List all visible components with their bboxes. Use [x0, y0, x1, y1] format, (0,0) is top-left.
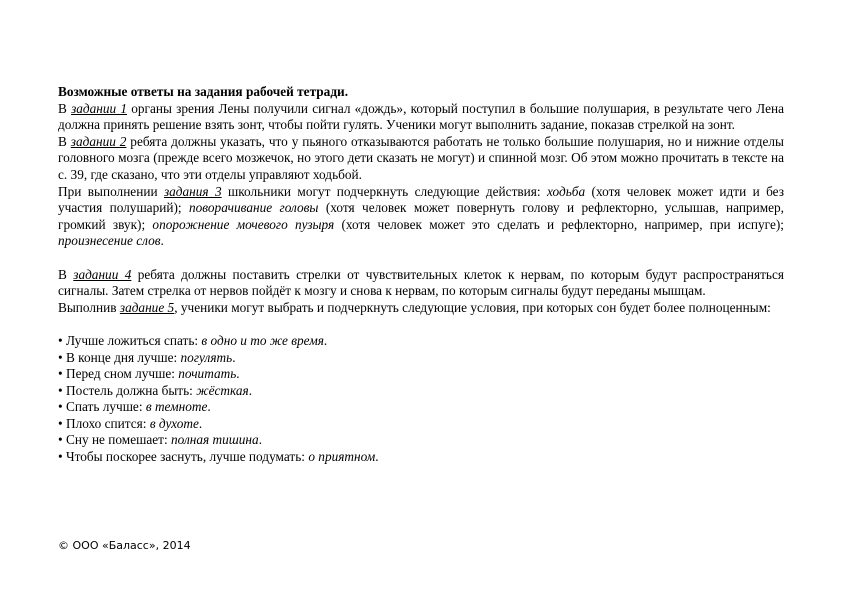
list-item-end: . [375, 449, 379, 465]
list-item-label: Постель должна быть: [65, 382, 197, 398]
paragraph-task-4 [58, 267, 784, 300]
list-item [58, 383, 784, 400]
sleep-conditions-list [58, 333, 784, 466]
paragraph-task-5 [58, 300, 784, 317]
paragraph-text: ребята должны поставить стрелки от чувствительных клеток к нервам, по которым будут распространяться сигналы. Затем стрелка от нервов пойдёт к мозгу и снова к нервам, по которым сигналы будут переданы мышцам. [58, 266, 785, 299]
list-item [58, 449, 784, 466]
paragraph-text: В [58, 266, 74, 282]
list-item-label: Сну не помешает: [65, 432, 171, 448]
paragraph-text: ребята должны указать, что у пьяного отказываются работать не только большие полушария, но и нижние отделы головного мозга (прежде всего мозжечок, но этого дети сказать не могут) и спинной мозг. Об этом можно прочитать в тексте на с. 39, где сказано, что эти отделы управляют ходьбой. [58, 133, 784, 182]
task-3-reference: задания 3 [163, 183, 222, 199]
paragraph-text: В [58, 133, 71, 149]
paragraph-spacer [58, 250, 784, 267]
list-item [58, 416, 784, 433]
task-1-reference: задании 1 [71, 100, 128, 116]
list-item-answer: жёсткая [196, 382, 249, 398]
list-item-label: В конце дня лучше: [65, 349, 181, 365]
list-item-end: . [323, 332, 328, 348]
paragraph-text: В [58, 100, 72, 116]
list-item-end: . [236, 366, 240, 382]
list-item-answer: почитать [178, 366, 237, 382]
action-bladder: опорожнение мочевого пузыря [152, 216, 335, 232]
list-item-answer: о приятном [308, 449, 376, 465]
copyright-footer: © ООО «Баласс», 2014 [58, 539, 191, 552]
paragraph-text: органы зрения Лены получили сигнал «дождь», который поступил в большие полушария, в результате чего Лена должна принять решение взять зонт, чтобы пойти гулять. Ученики могут выполнить задание, показав стрелкой на зонт. [58, 100, 784, 133]
list-item [58, 432, 784, 449]
list-item-end: . [248, 382, 253, 398]
paragraph-text: Выполнив [58, 299, 120, 315]
list-item-answer: в темноте [145, 399, 208, 415]
list-item-end: . [198, 415, 203, 431]
list-item-end: . [232, 349, 236, 365]
paragraph-text: (хотя человек может идти и без участия полушарий); [58, 183, 784, 216]
paragraph-text: школьники могут подчеркнуть следующие действия: [221, 183, 547, 199]
paragraph-text: , ученики могут выбрать и подчеркнуть следующие условия, при которых сон будет более полноценным: [174, 299, 771, 315]
paragraph-text: (хотя человек может повернуть голову и рефлекторно, услышав, например, громкий звук); [58, 200, 784, 232]
document-title: Возможные ответы на задания рабочей тетради. [58, 84, 349, 99]
list-item [58, 366, 784, 383]
list-item-answer: погулять [180, 349, 233, 365]
paragraph-text: . [160, 233, 164, 249]
paragraph-task-1 [58, 101, 784, 134]
paragraph-task-2 [58, 134, 784, 184]
action-speaking: произнесение слов [58, 233, 161, 249]
list-item-answer: в духоте [149, 415, 199, 431]
paragraph-task-3 [58, 184, 784, 250]
list-item [58, 350, 784, 367]
list-item-label: Плохо спится: [65, 415, 150, 431]
task-4-reference: задании 4 [73, 266, 132, 282]
list-item-end: . [207, 399, 211, 415]
document-body [58, 84, 784, 466]
list-item-answer: полная тишина [170, 432, 259, 448]
list-item-answer: в одно и то же время [201, 332, 324, 348]
list-item-end: . [258, 432, 263, 448]
task-2-reference: задании 2 [70, 133, 127, 149]
list-item-label: Перед сном лучше: [65, 366, 179, 382]
action-head-turning: поворачивание головы [189, 200, 319, 216]
paragraph-text: При выполнении [58, 183, 164, 199]
list-item-label: Чтобы поскорее заснуть, лучше подумать: [65, 449, 309, 465]
list-item [58, 333, 784, 350]
list-item [58, 399, 784, 416]
action-walking: ходьба [546, 183, 586, 199]
list-item-label: Лучше ложиться спать: [65, 332, 202, 348]
task-5-reference: задание 5 [119, 299, 175, 315]
paragraph-text: (хотя человек может это сделать и рефлекторно, например, при испуге); [334, 216, 784, 232]
list-item-label: Спать лучше: [65, 399, 146, 415]
paragraph-spacer [58, 316, 784, 333]
